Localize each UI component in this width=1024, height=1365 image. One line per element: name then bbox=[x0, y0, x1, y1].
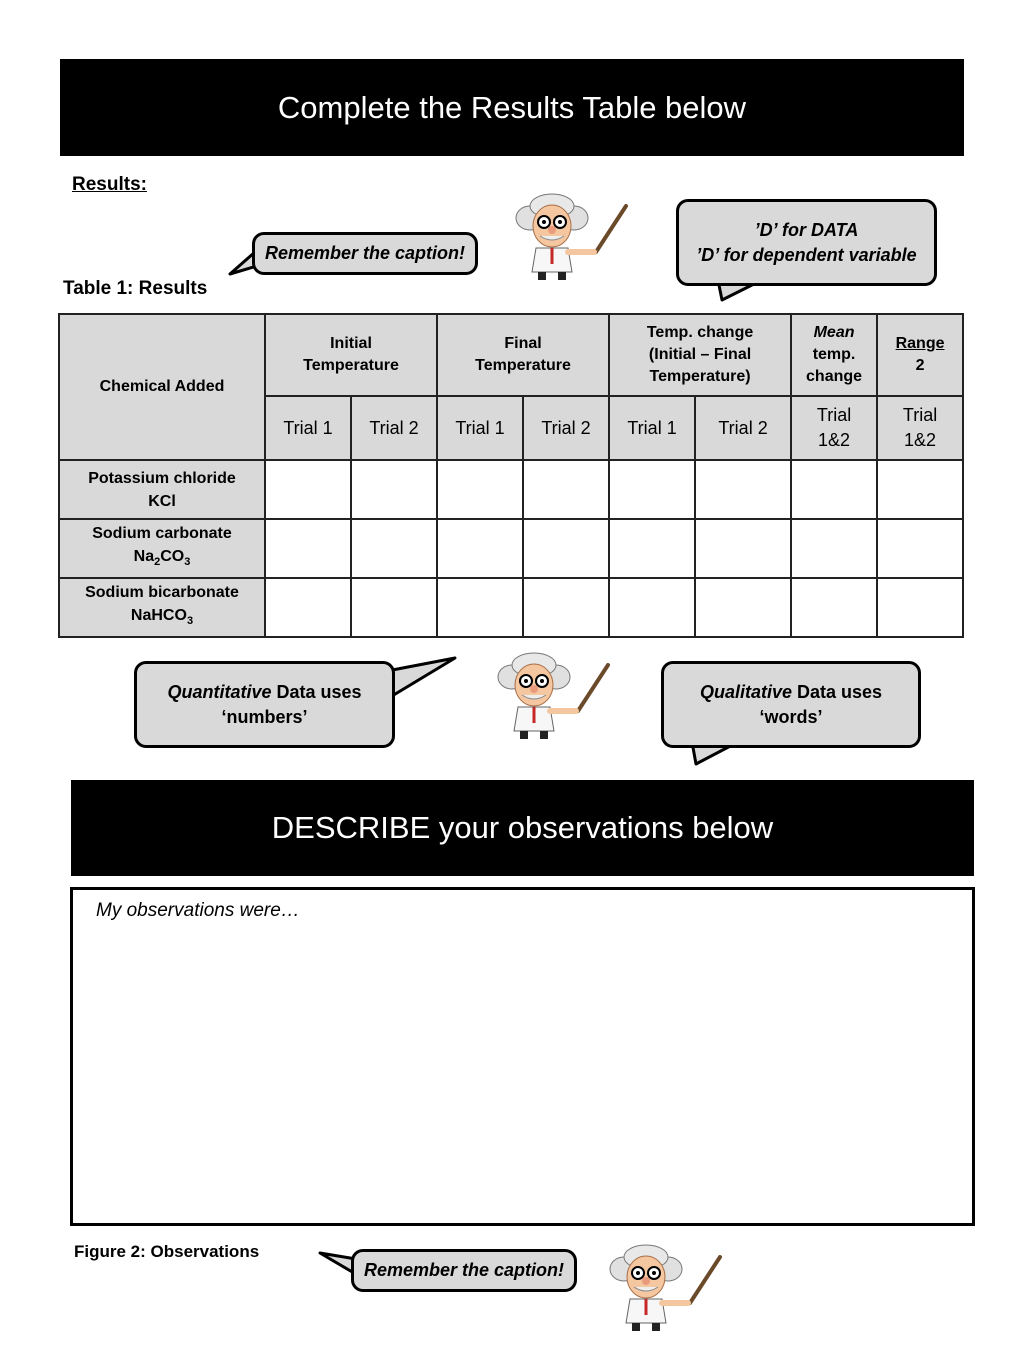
trial-header: Trial 2 bbox=[351, 396, 437, 460]
data-entry-cell[interactable] bbox=[791, 578, 877, 637]
data-entry-cell[interactable] bbox=[265, 519, 351, 578]
data-entry-cell[interactable] bbox=[437, 519, 523, 578]
data-entry-cell[interactable] bbox=[877, 519, 963, 578]
quantitative-data-bubble bbox=[134, 661, 395, 748]
caption-reminder-bubble bbox=[252, 232, 478, 275]
trial-combined-header: Trial 1&2 bbox=[877, 396, 963, 460]
speech-tail bbox=[385, 655, 460, 705]
observations-banner bbox=[71, 780, 974, 876]
data-entry-cell[interactable] bbox=[695, 578, 791, 637]
data-entry-cell[interactable] bbox=[791, 460, 877, 519]
results-banner-title: Complete the Results Table below bbox=[277, 89, 747, 125]
observations-box[interactable] bbox=[70, 887, 975, 1226]
data-entry-cell[interactable] bbox=[437, 460, 523, 519]
table-row bbox=[59, 578, 963, 637]
data-entry-cell[interactable] bbox=[609, 519, 695, 578]
table-row bbox=[59, 519, 963, 578]
caption-reminder-text: Remember the caption! bbox=[264, 243, 466, 263]
final-temperature-header: Final Temperature bbox=[437, 314, 609, 396]
chemical-name-cell: Sodium carbonate $Na_2CO_3$ bbox=[59, 519, 265, 578]
observations-banner-title: DESCRIBE your observations below bbox=[271, 810, 774, 845]
qualitative-line-2: ‘words’ bbox=[759, 706, 823, 727]
qualitative-data-bubble bbox=[661, 661, 921, 748]
data-entry-cell[interactable] bbox=[609, 578, 695, 637]
trial-header: Trial 1 bbox=[265, 396, 351, 460]
data-entry-cell[interactable] bbox=[609, 460, 695, 519]
data-entry-cell[interactable] bbox=[523, 578, 609, 637]
dd-line-2: ’D’ for dependent variable bbox=[696, 244, 917, 265]
professor-icon bbox=[494, 651, 612, 743]
chemical-added-header: Chemical Added bbox=[59, 314, 265, 460]
data-entry-cell[interactable] bbox=[877, 460, 963, 519]
trial-header: Trial 2 bbox=[695, 396, 791, 460]
quantitative-line-2: ‘numbers’ bbox=[221, 706, 308, 727]
data-entry-cell[interactable] bbox=[265, 578, 351, 637]
results-banner bbox=[60, 59, 964, 156]
professor-icon bbox=[512, 192, 630, 284]
trial-header: Trial 1 bbox=[437, 396, 523, 460]
temp-change-header: Temp. change (Initial – Final Temperature) bbox=[609, 314, 791, 396]
observations-prompt: My observations were… bbox=[96, 900, 300, 921]
professor-icon bbox=[606, 1243, 724, 1335]
chemical-name-cell: Potassium chloride KCl bbox=[59, 460, 265, 519]
data-entry-cell[interactable] bbox=[695, 460, 791, 519]
caption-reminder-text: Remember the caption! bbox=[363, 1260, 565, 1280]
data-entry-cell[interactable] bbox=[351, 578, 437, 637]
chemical-name-cell: Sodium bicarbonate NaHCO$_3$ bbox=[59, 578, 265, 637]
data-entry-cell[interactable] bbox=[351, 519, 437, 578]
range-header: Range 2 bbox=[877, 314, 963, 396]
trial-header: Trial 2 bbox=[523, 396, 609, 460]
caption-reminder-bubble bbox=[351, 1249, 577, 1292]
results-table bbox=[58, 313, 964, 638]
figure-caption: Figure 2: Observations bbox=[74, 1242, 260, 1261]
data-entry-cell[interactable] bbox=[695, 519, 791, 578]
trial-header: Trial 1 bbox=[609, 396, 695, 460]
data-entry-cell[interactable] bbox=[523, 519, 609, 578]
mean-temp-change-header: Mean temp. change bbox=[791, 314, 877, 396]
data-entry-cell[interactable] bbox=[877, 578, 963, 637]
qualitative-line-1: Qualitative Data uses bbox=[699, 681, 883, 702]
trial-combined-header: Trial 1&2 bbox=[791, 396, 877, 460]
dependent-variable-bubble bbox=[676, 199, 937, 286]
data-entry-cell[interactable] bbox=[437, 578, 523, 637]
data-entry-cell[interactable] bbox=[351, 460, 437, 519]
dd-line-1: ’D’ for DATA bbox=[754, 219, 859, 240]
results-label: Results: bbox=[72, 174, 147, 195]
table-caption: Table 1: Results bbox=[63, 278, 208, 299]
table-row bbox=[59, 460, 963, 519]
data-entry-cell[interactable] bbox=[791, 519, 877, 578]
data-entry-cell[interactable] bbox=[265, 460, 351, 519]
quantitative-line-1: Quantitative Data uses bbox=[167, 681, 362, 702]
initial-temperature-header: Initial Temperature bbox=[265, 314, 437, 396]
data-entry-cell[interactable] bbox=[523, 460, 609, 519]
